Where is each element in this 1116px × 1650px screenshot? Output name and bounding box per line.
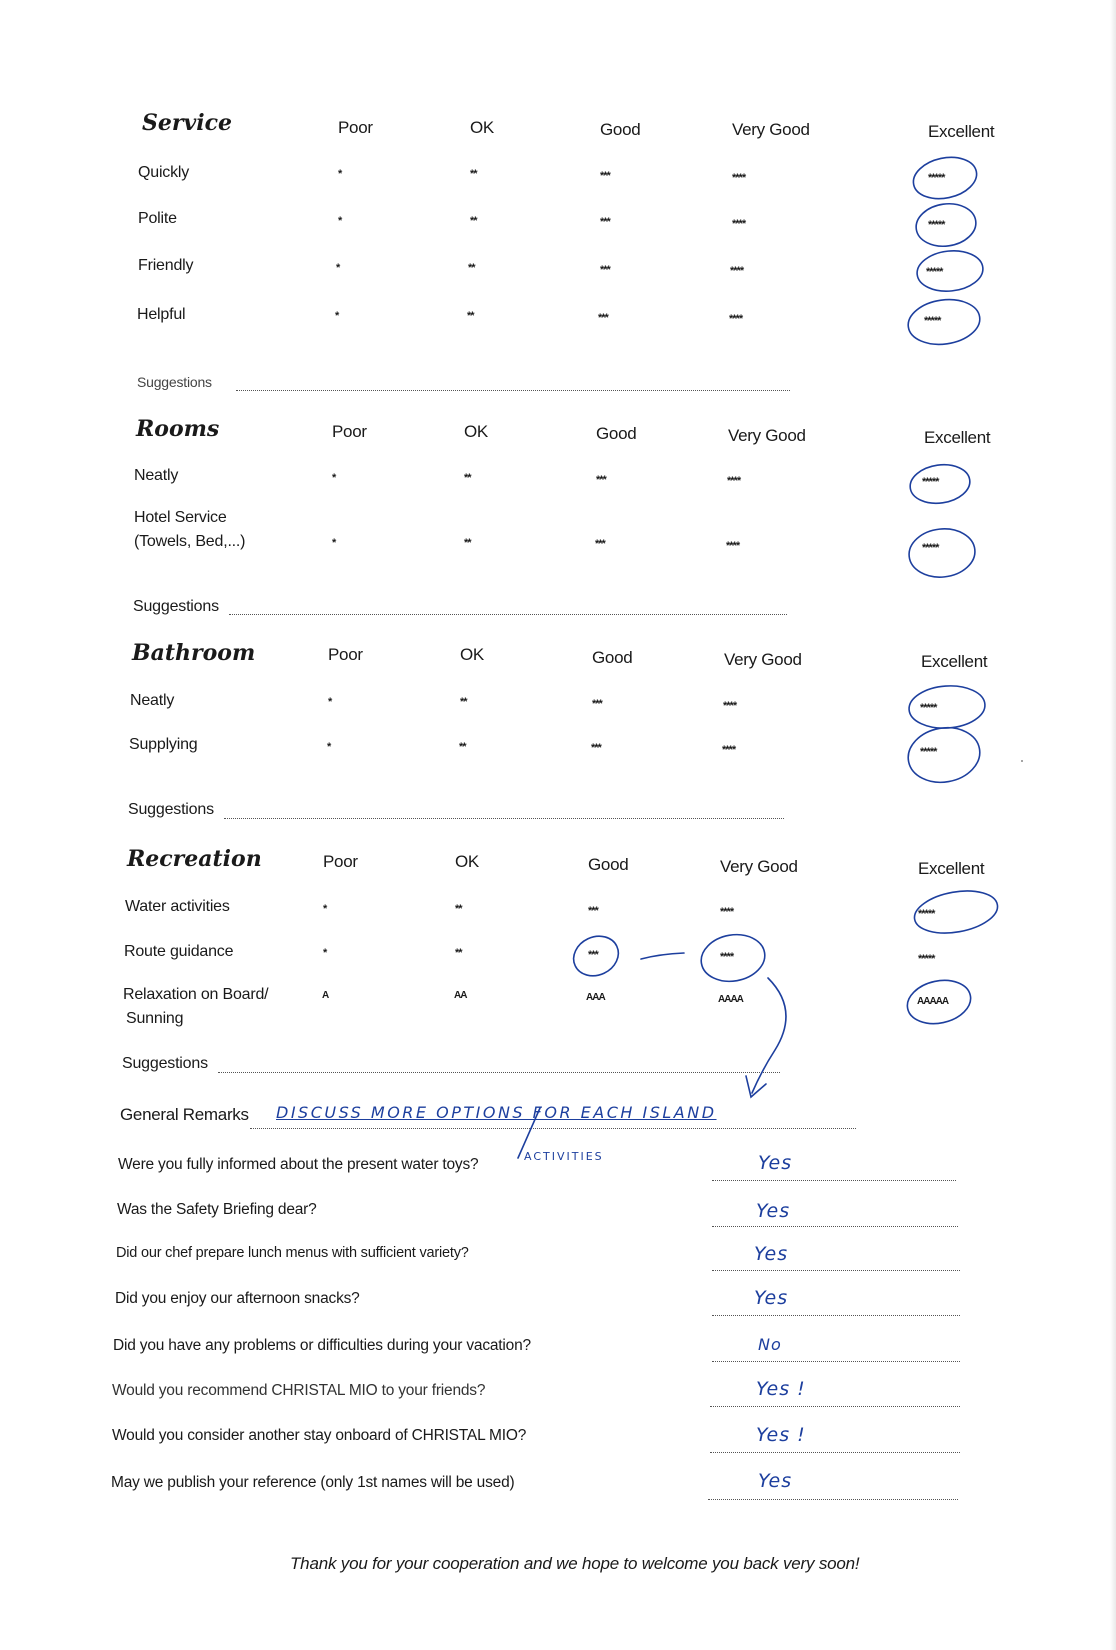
header-poor: Poor (328, 645, 363, 664)
rating-very-good[interactable]: **** (722, 744, 736, 756)
section-title: Rooms (136, 416, 220, 442)
rating-very-good[interactable]: AAAA (718, 994, 743, 1005)
rating-very-good[interactable]: **** (732, 172, 746, 184)
header-ok: OK (460, 645, 484, 664)
suggestions-field[interactable] (236, 390, 790, 391)
suggestions-field[interactable] (229, 614, 787, 615)
rating-very-good[interactable]: **** (723, 700, 737, 712)
general-remarks-handwriting: DISCUSS MORE OPTIONS FOR EACH ISLAND (276, 1103, 717, 1122)
general-remarks-note: ACTIVITIES (524, 1150, 604, 1163)
circle-mark (913, 200, 978, 250)
arrow-line (752, 978, 786, 1093)
header-ok: OK (464, 422, 488, 441)
page-edge (1110, 0, 1116, 1650)
rating-excellent[interactable]: ***** (920, 746, 937, 758)
suggestions-label: Suggestions (128, 801, 214, 818)
rating-ok[interactable]: ** (470, 168, 477, 180)
rating-ok[interactable]: ** (464, 537, 471, 549)
rating-excellent[interactable]: ***** (918, 953, 935, 965)
circle-mark (908, 461, 973, 507)
answer-handwriting: Yes (756, 1200, 791, 1222)
answer-field[interactable] (712, 1270, 960, 1271)
answer-field[interactable] (712, 1361, 960, 1362)
answer-handwriting: Yes (758, 1152, 793, 1174)
answer-field[interactable] (712, 1180, 956, 1181)
rating-good[interactable]: *** (598, 312, 608, 324)
suggestions-label: Suggestions (122, 1055, 208, 1072)
rating-poor[interactable]: * (328, 696, 332, 708)
rating-poor[interactable]: * (332, 537, 336, 549)
rating-ok[interactable]: ** (460, 696, 467, 708)
rating-very-good[interactable]: **** (729, 313, 743, 325)
rating-excellent[interactable]: ***** (926, 266, 943, 278)
rating-good[interactable]: *** (591, 742, 601, 754)
answer-handwriting: Yes (758, 1470, 793, 1492)
rating-excellent[interactable]: ***** (922, 476, 939, 488)
rating-excellent[interactable]: AAAAA (917, 996, 949, 1007)
rating-very-good[interactable]: **** (727, 475, 741, 487)
circle-mark (907, 526, 978, 581)
rating-excellent[interactable]: ***** (928, 172, 945, 184)
header-excellent: Excellent (918, 859, 985, 878)
answer-field[interactable] (710, 1406, 960, 1407)
general-remarks-label: General Remarks (120, 1105, 249, 1124)
rating-good[interactable]: *** (600, 264, 610, 276)
rating-very-good[interactable]: **** (732, 218, 746, 230)
header-very-good: Very Good (728, 426, 806, 445)
question-text: May we publish your reference (only 1st names will be used) (111, 1474, 515, 1491)
answer-handwriting: No (758, 1335, 782, 1354)
rating-poor[interactable]: * (336, 262, 340, 274)
suggestions-label: Suggestions (133, 598, 219, 615)
footer-thank-you: Thank you for your cooperation and we hope to welcome you back very soon! (290, 1554, 860, 1573)
rating-good[interactable]: *** (588, 949, 598, 961)
circle-mark (904, 722, 984, 788)
arrow-head (746, 1076, 766, 1097)
row-label: Water activities (125, 898, 230, 915)
rating-very-good[interactable]: **** (720, 951, 734, 963)
header-very-good: Very Good (724, 650, 802, 669)
header-excellent: Excellent (924, 428, 991, 447)
rating-ok[interactable]: AA (454, 990, 467, 1001)
question-text: Were you fully informed about the present water toys? (118, 1156, 479, 1173)
rating-poor[interactable]: * (323, 947, 327, 959)
section-title: Recreation (127, 846, 262, 872)
section-title: Service (142, 110, 233, 136)
answer-field[interactable] (710, 1452, 960, 1453)
suggestions-field[interactable] (218, 1072, 780, 1073)
rating-ok[interactable]: ** (467, 310, 474, 322)
row-label-line2: Sunning (126, 1010, 184, 1027)
answer-field[interactable] (712, 1315, 960, 1316)
rating-poor[interactable]: A (322, 990, 329, 1001)
rating-good[interactable]: *** (592, 698, 602, 710)
row-label-line2: (Towels, Bed,...) (134, 533, 246, 550)
row-label: Helpful (137, 306, 186, 323)
rating-excellent[interactable]: ***** (924, 315, 941, 327)
rating-poor[interactable]: * (327, 741, 331, 753)
header-excellent: Excellent (921, 652, 988, 671)
rating-ok[interactable]: ** (455, 903, 462, 915)
rating-good[interactable]: *** (600, 216, 610, 228)
question-text: Would you recommend CHRISTAL MIO to your friends? (112, 1382, 486, 1399)
rating-ok[interactable]: ** (464, 472, 471, 484)
connector-line (641, 953, 684, 959)
section-title: Bathroom (132, 640, 256, 666)
answer-handwriting: Yes (754, 1243, 789, 1265)
header-good: Good (588, 855, 629, 874)
row-label: Friendly (138, 257, 194, 274)
row-label: Route guidance (124, 943, 234, 960)
rating-excellent[interactable]: ***** (918, 908, 935, 920)
rating-very-good[interactable]: **** (730, 265, 744, 277)
rating-ok[interactable]: ** (468, 262, 475, 274)
rating-good[interactable]: *** (595, 538, 605, 550)
general-remarks-field[interactable] (250, 1128, 856, 1129)
rating-ok[interactable]: ** (455, 947, 462, 959)
row-label-line1: Relaxation on Board/ (123, 986, 269, 1003)
rating-good[interactable]: *** (600, 170, 610, 182)
header-ok: OK (455, 852, 479, 871)
row-label: Polite (138, 210, 177, 227)
question-text: Did our chef prepare lunch menus with sufficient variety? (116, 1245, 469, 1261)
question-text: Was the Safety Briefing dear? (117, 1201, 317, 1218)
row-label-line1: Hotel Service (134, 509, 227, 526)
header-very-good: Very Good (720, 857, 798, 876)
header-poor: Poor (338, 118, 373, 137)
rating-very-good[interactable]: **** (726, 540, 740, 552)
rating-good[interactable]: AAA (586, 992, 605, 1003)
row-label: Neatly (130, 692, 175, 709)
header-ok: OK (470, 118, 494, 137)
rating-very-good[interactable]: **** (720, 906, 734, 918)
row-label: Neatly (134, 467, 179, 484)
question-text: Did you have any problems or difficulties during your vacation? (113, 1337, 531, 1354)
rating-excellent[interactable]: ***** (920, 702, 937, 714)
row-label: Supplying (129, 736, 198, 753)
circle-mark (910, 152, 981, 204)
rating-ok[interactable]: ** (470, 215, 477, 227)
header-very-good: Very Good (732, 120, 810, 139)
header-poor: Poor (332, 422, 367, 441)
answer-handwriting: Yes ! (756, 1378, 806, 1400)
rating-good[interactable]: *** (596, 474, 606, 486)
answer-handwriting: Yes (754, 1287, 789, 1309)
suggestions-label: Suggestions (137, 374, 212, 390)
header-excellent: Excellent (928, 122, 995, 141)
answer-field[interactable] (708, 1499, 958, 1500)
header-good: Good (596, 424, 637, 443)
answer-field[interactable] (712, 1226, 958, 1227)
rating-excellent[interactable]: ***** (928, 219, 945, 231)
question-text: Did you enjoy our afternoon snacks? (115, 1290, 360, 1307)
rating-good[interactable]: *** (588, 905, 598, 917)
rating-ok[interactable]: ** (459, 741, 466, 753)
rating-poor[interactable]: * (335, 310, 339, 322)
row-label: Quickly (138, 164, 190, 181)
speck (1021, 760, 1023, 762)
rating-poor[interactable]: * (338, 168, 342, 180)
answer-handwriting: Yes ! (756, 1424, 806, 1446)
circle-mark (905, 295, 982, 349)
rating-poor[interactable]: * (323, 903, 327, 915)
rating-poor[interactable]: * (332, 472, 336, 484)
rating-excellent[interactable]: ***** (922, 542, 939, 554)
rating-poor[interactable]: * (338, 215, 342, 227)
header-good: Good (592, 648, 633, 667)
header-poor: Poor (323, 852, 358, 871)
suggestions-field[interactable] (224, 818, 784, 819)
question-text: Would you consider another stay onboard of CHRISTAL MIO? (112, 1427, 527, 1444)
header-good: Good (600, 120, 641, 139)
